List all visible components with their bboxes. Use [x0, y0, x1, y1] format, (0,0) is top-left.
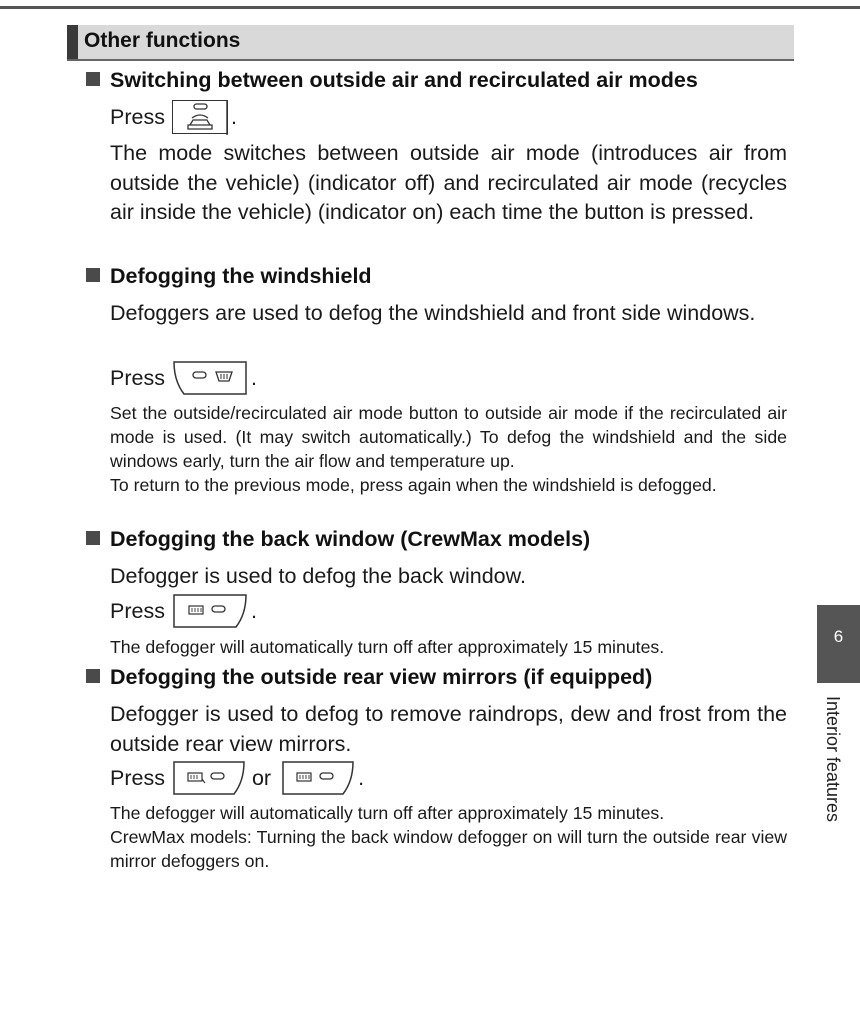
press-label: Press: [110, 598, 165, 623]
top-rule: [0, 6, 860, 9]
or-label: or: [251, 765, 272, 790]
square-bullet-icon: [86, 72, 100, 86]
press-row-mirrors: [110, 761, 364, 795]
square-bullet-icon: [86, 268, 100, 282]
heading-air-modes-text: Switching between outside air and recirculated air modes: [110, 68, 698, 92]
heading-air-modes: [86, 68, 698, 93]
section-header-title: Other functions: [84, 29, 241, 52]
heading-windshield-text: Defogging the windshield: [110, 264, 372, 288]
mirror-defog-button-icon: [172, 761, 246, 795]
heading-windshield: [86, 264, 372, 289]
paragraph-mirrors: Defogger is used to defog to remove raindrops, dew and frost from the outside rear view mirrors.: [110, 702, 787, 756]
rear-defog-button-icon: [172, 594, 248, 628]
press-label: Press: [110, 365, 165, 390]
press-end: .: [358, 765, 365, 790]
heading-mirrors-text: Defogging the outside rear view mirrors (if equipped): [110, 665, 653, 689]
square-bullet-icon: [86, 531, 100, 545]
windshield-defog-button-icon: [172, 361, 248, 395]
press-end: .: [230, 104, 237, 129]
press-row-windshield: [110, 361, 257, 395]
paragraph-air-modes: The mode switches between outside air mode (introduces air from outside the vehicle) (indicator off) and recirculated air mode (recycles air inside the vehicle) (indicator on) each time the button is pressed.: [110, 141, 787, 224]
note-back-window: The defogger will automatically turn off after approximately 15 minutes.: [110, 637, 665, 657]
heading-back-window: [86, 527, 590, 552]
section-header-bar: [67, 25, 794, 59]
chapter-label: Interior features: [823, 696, 843, 823]
paragraph-back-window: Defogger is used to defog the back window.: [110, 564, 526, 588]
note-windshield-1: Set the outside/recirculated air mode button to outside air mode if the recirculated air mode is used. (It may switch automatically.) To defog the windshield and the side windows early, turn the air flow and temperature up.: [110, 403, 787, 472]
press-row-back-window: [110, 594, 257, 628]
header-underline: [67, 59, 794, 61]
press-label: Press: [110, 104, 165, 129]
chapter-number: 6: [833, 627, 844, 646]
note-windshield-2: To return to the previous mode, press again when the windshield is defogged.: [110, 475, 717, 495]
heading-back-window-text: Defogging the back window (CrewMax models): [110, 527, 591, 551]
press-row-recirc: [110, 100, 237, 134]
press-end: .: [250, 365, 257, 390]
press-end: .: [250, 598, 257, 623]
paragraph-windshield: Defoggers are used to defog the windshield and front side windows.: [110, 301, 756, 325]
recirculation-button-icon: [172, 100, 228, 134]
square-bullet-icon: [86, 669, 100, 683]
note-mirrors-2: CrewMax models: Turning the back window defogger on will turn the outside rear view mirror defoggers on.: [110, 827, 787, 872]
heading-mirrors: [86, 665, 652, 690]
note-mirrors-1: The defogger will automatically turn off after approximately 15 minutes.: [110, 803, 665, 823]
rear-defog-button-icon: [281, 761, 355, 795]
chapter-tab[interactable]: [817, 605, 860, 683]
press-label: Press: [110, 765, 165, 790]
